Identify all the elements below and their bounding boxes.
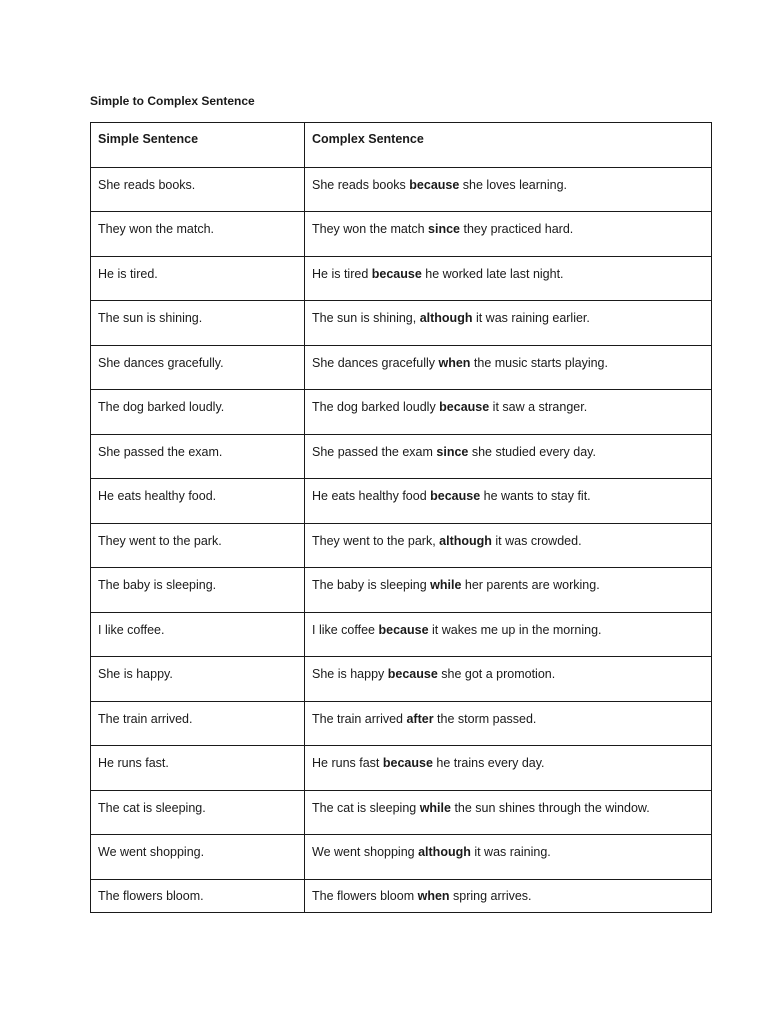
conjunction-word: because bbox=[409, 177, 460, 192]
complex-sentence-subordinate-clause: he trains every day. bbox=[432, 756, 545, 770]
table-row bbox=[91, 612, 712, 657]
simple-sentence-cell: The dog barked loudly. bbox=[91, 390, 305, 435]
complex-sentence-subordinate-clause: it wakes me up in the morning. bbox=[428, 622, 602, 637]
complex-sentence-subordinate-clause: spring arrives. bbox=[449, 888, 532, 903]
complex-sentence-main-clause: The sun is shining, bbox=[312, 311, 420, 325]
conjunction-word: while bbox=[430, 578, 462, 592]
table-row bbox=[91, 434, 712, 479]
complex-sentence-subordinate-clause: she studied every day. bbox=[468, 444, 596, 459]
complex-sentence-header: Complex Sentence bbox=[305, 123, 712, 168]
conjunction-word: when bbox=[438, 355, 471, 370]
simple-sentence-cell: They won the match. bbox=[91, 212, 305, 257]
table-row bbox=[91, 523, 712, 568]
conjunction-word: although bbox=[418, 845, 471, 859]
complex-sentence-main-clause: The cat is sleeping bbox=[312, 800, 420, 815]
complex-sentence-cell bbox=[305, 879, 712, 912]
complex-sentence-main-clause: She reads books bbox=[312, 177, 410, 192]
complex-sentence-subordinate-clause: the sun shines through the window. bbox=[450, 800, 650, 815]
simple-sentence-cell: The baby is sleeping. bbox=[91, 568, 305, 613]
simple-sentence-cell: She dances gracefully. bbox=[91, 345, 305, 390]
table-row bbox=[91, 167, 712, 212]
simple-sentence-cell: The cat is sleeping. bbox=[91, 790, 305, 835]
complex-sentence-subordinate-clause: she loves learning. bbox=[459, 177, 568, 192]
complex-sentence-main-clause: They won the match bbox=[312, 222, 429, 236]
complex-sentence-main-clause: He is tired bbox=[312, 266, 372, 281]
simple-sentence-cell: He is tired. bbox=[91, 256, 305, 301]
table-row bbox=[91, 701, 712, 746]
simple-sentence-cell: She passed the exam. bbox=[91, 434, 305, 479]
complex-sentence-subordinate-clause: it was crowded. bbox=[491, 533, 582, 548]
complex-sentence-cell bbox=[305, 835, 712, 880]
complex-sentence-main-clause: She passed the exam bbox=[312, 444, 437, 459]
page-title: Simple to Complex Sentence bbox=[90, 94, 255, 108]
complex-sentence-subordinate-clause: the storm passed. bbox=[433, 711, 537, 726]
complex-sentence-subordinate-clause: they practiced hard. bbox=[460, 222, 574, 236]
conjunction-word: after bbox=[406, 711, 434, 726]
conjunction-word: because bbox=[430, 489, 481, 503]
complex-sentence-subordinate-clause: her parents are working. bbox=[461, 578, 600, 592]
complex-sentence-cell bbox=[305, 167, 712, 212]
complex-sentence-cell bbox=[305, 301, 712, 346]
complex-sentence-cell bbox=[305, 746, 712, 791]
complex-sentence-subordinate-clause: she got a promotion. bbox=[437, 667, 556, 681]
table-row bbox=[91, 657, 712, 702]
simple-sentence-cell: She reads books. bbox=[91, 167, 305, 212]
complex-sentence-subordinate-clause: it was raining. bbox=[470, 845, 551, 859]
simple-sentence-cell: The flowers bloom. bbox=[91, 879, 305, 912]
conjunction-word: although bbox=[419, 311, 473, 325]
simple-sentence-cell: He eats healthy food. bbox=[91, 479, 305, 524]
conjunction-word: although bbox=[439, 533, 492, 548]
conjunction-word: because bbox=[387, 667, 438, 681]
complex-sentence-main-clause: The dog barked loudly bbox=[312, 400, 440, 414]
complex-sentence-main-clause: She dances gracefully bbox=[312, 355, 439, 370]
complex-sentence-main-clause: She is happy bbox=[312, 667, 388, 681]
complex-sentence-cell bbox=[305, 701, 712, 746]
simple-sentence-cell: The sun is shining. bbox=[91, 301, 305, 346]
table-header-row bbox=[91, 123, 712, 168]
complex-sentence-cell bbox=[305, 790, 712, 835]
complex-sentence-cell bbox=[305, 612, 712, 657]
complex-sentence-main-clause: We went shopping bbox=[312, 845, 419, 859]
complex-sentence-cell bbox=[305, 657, 712, 702]
table-row bbox=[91, 835, 712, 880]
complex-sentence-cell bbox=[305, 434, 712, 479]
complex-sentence-cell bbox=[305, 345, 712, 390]
complex-sentence-cell bbox=[305, 390, 712, 435]
simple-sentence-cell: The train arrived. bbox=[91, 701, 305, 746]
complex-sentence-main-clause: He eats healthy food bbox=[312, 489, 431, 503]
table-row bbox=[91, 479, 712, 524]
complex-sentence-subordinate-clause: he worked late last night. bbox=[421, 266, 564, 281]
complex-sentence-subordinate-clause: it was raining earlier. bbox=[472, 311, 590, 325]
table-row bbox=[91, 568, 712, 613]
conjunction-word: because bbox=[382, 756, 433, 770]
complex-sentence-main-clause: The baby is sleeping bbox=[312, 578, 431, 592]
table-row bbox=[91, 390, 712, 435]
complex-sentence-subordinate-clause: the music starts playing. bbox=[470, 355, 608, 370]
complex-sentence-subordinate-clause: it saw a stranger. bbox=[489, 400, 588, 414]
table-body bbox=[91, 167, 712, 912]
complex-sentence-main-clause: They went to the park, bbox=[312, 533, 440, 548]
complex-sentence-main-clause: The flowers bloom bbox=[312, 888, 418, 903]
simple-sentence-cell: He runs fast. bbox=[91, 746, 305, 791]
conjunction-word: while bbox=[419, 800, 451, 815]
conjunction-word: because bbox=[378, 622, 429, 637]
complex-sentence-main-clause: He runs fast bbox=[312, 756, 383, 770]
complex-sentence-cell bbox=[305, 479, 712, 524]
simple-sentence-cell: We went shopping. bbox=[91, 835, 305, 880]
conjunction-word: because bbox=[439, 400, 490, 414]
complex-sentence-cell bbox=[305, 568, 712, 613]
complex-sentence-cell bbox=[305, 212, 712, 257]
table-row bbox=[91, 256, 712, 301]
table-row bbox=[91, 301, 712, 346]
conjunction-word: because bbox=[371, 266, 422, 281]
complex-sentence-main-clause: The train arrived bbox=[312, 711, 407, 726]
simple-sentence-cell: I like coffee. bbox=[91, 612, 305, 657]
table-row bbox=[91, 790, 712, 835]
complex-sentence-cell bbox=[305, 256, 712, 301]
conjunction-word: when bbox=[417, 888, 450, 903]
simple-sentence-cell: They went to the park. bbox=[91, 523, 305, 568]
table-row bbox=[91, 212, 712, 257]
complex-sentence-subordinate-clause: he wants to stay fit. bbox=[480, 489, 591, 503]
conjunction-word: since bbox=[428, 222, 460, 236]
table-row bbox=[91, 879, 712, 912]
simple-sentence-header: Simple Sentence bbox=[91, 123, 305, 168]
complex-sentence-main-clause: I like coffee bbox=[312, 622, 379, 637]
conjunction-word: since bbox=[436, 444, 469, 459]
table-row bbox=[91, 746, 712, 791]
table-row bbox=[91, 345, 712, 390]
complex-sentence-cell bbox=[305, 523, 712, 568]
sentence-table bbox=[90, 122, 712, 913]
simple-sentence-cell: She is happy. bbox=[91, 657, 305, 702]
